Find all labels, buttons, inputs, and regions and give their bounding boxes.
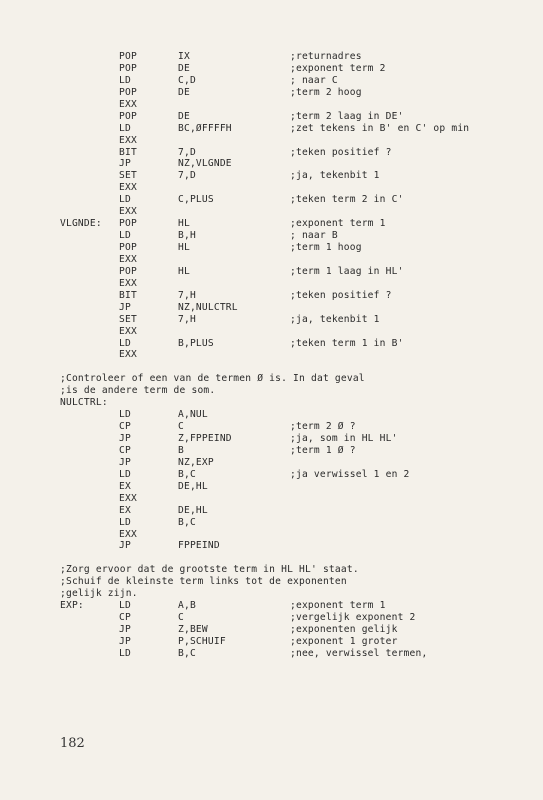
- opcode: JP: [119, 158, 131, 170]
- operand: C,D: [178, 74, 196, 86]
- opcode: LD: [119, 74, 131, 86]
- operand: DE: [178, 62, 190, 74]
- comment-text: ;Zorg ervoor dat de grootste term in HL HL' staat.: [60, 564, 359, 576]
- operand: FPPEIND: [178, 540, 220, 552]
- code-comment: ;returnadres: [290, 51, 362, 62]
- operand: C,PLUS: [178, 194, 214, 206]
- comment-text: ;gelijk zijn.: [60, 588, 138, 600]
- code-comment: ;term 1 laag in HL': [290, 265, 404, 277]
- opcode: JP: [119, 540, 131, 552]
- page-number: 182: [60, 736, 85, 751]
- code-comment: ;term 1 hoog: [290, 242, 362, 253]
- opcode: LD: [119, 409, 131, 421]
- opcode: EXX: [119, 528, 137, 540]
- opcode: LD: [119, 600, 131, 612]
- opcode: EXX: [119, 182, 137, 194]
- comment-text: ;is de andere term de som.: [60, 385, 216, 397]
- opcode: CP: [119, 444, 131, 456]
- code-comment: ;term 2 hoog: [290, 86, 362, 98]
- code-comment: ;exponent 1 groter: [290, 635, 398, 647]
- operand: B,C: [178, 516, 196, 528]
- code-label: NULCTRL:: [60, 397, 108, 409]
- code-comment: ; naar C: [290, 74, 338, 86]
- opcode: JP: [119, 624, 131, 635]
- operand: NZ,EXP: [178, 456, 214, 468]
- operand: IX: [178, 51, 190, 62]
- operand: C: [178, 612, 184, 624]
- code-comment: ;exponent term 2: [290, 62, 386, 74]
- code-comment: ;term 2 Ø ?: [290, 421, 356, 433]
- code-label: EXP:: [60, 600, 84, 612]
- opcode: SET: [119, 313, 137, 325]
- opcode: POP: [119, 110, 137, 122]
- opcode: LD: [119, 230, 131, 242]
- opcode: EX: [119, 504, 131, 516]
- opcode: POP: [119, 218, 137, 230]
- opcode: LD: [119, 194, 131, 206]
- opcode: EXX: [119, 277, 137, 289]
- code-comment: ;ja, som in HL HL': [290, 433, 398, 444]
- opcode: EXX: [119, 206, 137, 218]
- code-comment: ;teken term 2 in C': [290, 194, 404, 206]
- operand: B,C: [178, 647, 196, 659]
- opcode: LD: [119, 468, 131, 480]
- opcode: LD: [119, 647, 131, 659]
- operand: Z,BEW: [178, 624, 208, 635]
- opcode: POP: [119, 242, 137, 253]
- code-comment: ; naar B: [290, 230, 338, 242]
- operand: 7,H: [178, 313, 196, 325]
- opcode: LD: [119, 337, 131, 349]
- operand: DE: [178, 86, 190, 98]
- operand: NZ,NULCTRL: [178, 301, 238, 313]
- opcode: JP: [119, 456, 131, 468]
- operand: 7,H: [178, 289, 196, 301]
- code-comment: ;teken positief ?: [290, 146, 392, 158]
- opcode: POP: [119, 51, 137, 62]
- opcode: POP: [119, 265, 137, 277]
- opcode: EXX: [119, 325, 137, 337]
- opcode: CP: [119, 612, 131, 624]
- code-comment: ;nee, verwissel termen,: [290, 647, 428, 659]
- opcode: JP: [119, 635, 131, 647]
- operand: Z,FPPEIND: [178, 433, 232, 444]
- opcode: LD: [119, 122, 131, 134]
- code-comment: ;ja verwissel 1 en 2: [290, 468, 410, 480]
- operand: 7,D: [178, 146, 196, 158]
- opcode: LD: [119, 516, 131, 528]
- code-comment: ;term 1 Ø ?: [290, 444, 356, 456]
- code-comment: ;exponent term 1: [290, 218, 386, 230]
- opcode: EXX: [119, 349, 137, 361]
- code-comment: ;teken positief ?: [290, 289, 392, 301]
- opcode: EX: [119, 480, 131, 492]
- code-comment: ;term 2 laag in DE': [290, 110, 404, 122]
- operand: HL: [178, 265, 190, 277]
- operand: HL: [178, 242, 190, 253]
- comment-text: ;Controleer of een van de termen Ø is. In dat geval: [60, 373, 365, 385]
- operand: B,C: [178, 468, 196, 480]
- operand: A,B: [178, 600, 196, 612]
- operand: HL: [178, 218, 190, 230]
- operand: NZ,VLGNDE: [178, 158, 232, 170]
- opcode: POP: [119, 62, 137, 74]
- code-comment: ;ja, tekenbit 1: [290, 313, 380, 325]
- operand: B,H: [178, 230, 196, 242]
- operand: DE,HL: [178, 480, 208, 492]
- operand: B,PLUS: [178, 337, 214, 349]
- operand: DE,HL: [178, 504, 208, 516]
- operand: A,NUL: [178, 409, 208, 421]
- code-comment: ;vergelijk exponent 2: [290, 612, 416, 624]
- code-label: VLGNDE:: [60, 218, 102, 230]
- code-comment: ;exponent term 1: [290, 600, 386, 612]
- opcode: BIT: [119, 289, 137, 301]
- operand: P,SCHUIF: [178, 635, 226, 647]
- operand: DE: [178, 110, 190, 122]
- opcode: POP: [119, 86, 137, 98]
- opcode: EXX: [119, 253, 137, 265]
- operand: 7,D: [178, 170, 196, 182]
- comment-text: ;Schuif de kleinste term links tot de exponenten: [60, 576, 347, 588]
- operand: BC,ØFFFFH: [178, 122, 232, 134]
- code-comment: ;zet tekens in B' en C' op min: [290, 122, 470, 134]
- opcode: BIT: [119, 146, 137, 158]
- opcode: JP: [119, 301, 131, 313]
- opcode: EXX: [119, 98, 137, 110]
- opcode: SET: [119, 170, 137, 182]
- opcode: EXX: [119, 492, 137, 504]
- code-comment: ;ja, tekenbit 1: [290, 170, 380, 182]
- opcode: JP: [119, 433, 131, 444]
- code-comment: ;teken term 1 in B': [290, 337, 404, 349]
- opcode: CP: [119, 421, 131, 433]
- operand: C: [178, 421, 184, 433]
- code-comment: ;exponenten gelijk: [290, 624, 398, 635]
- opcode: EXX: [119, 134, 137, 146]
- operand: B: [178, 444, 184, 456]
